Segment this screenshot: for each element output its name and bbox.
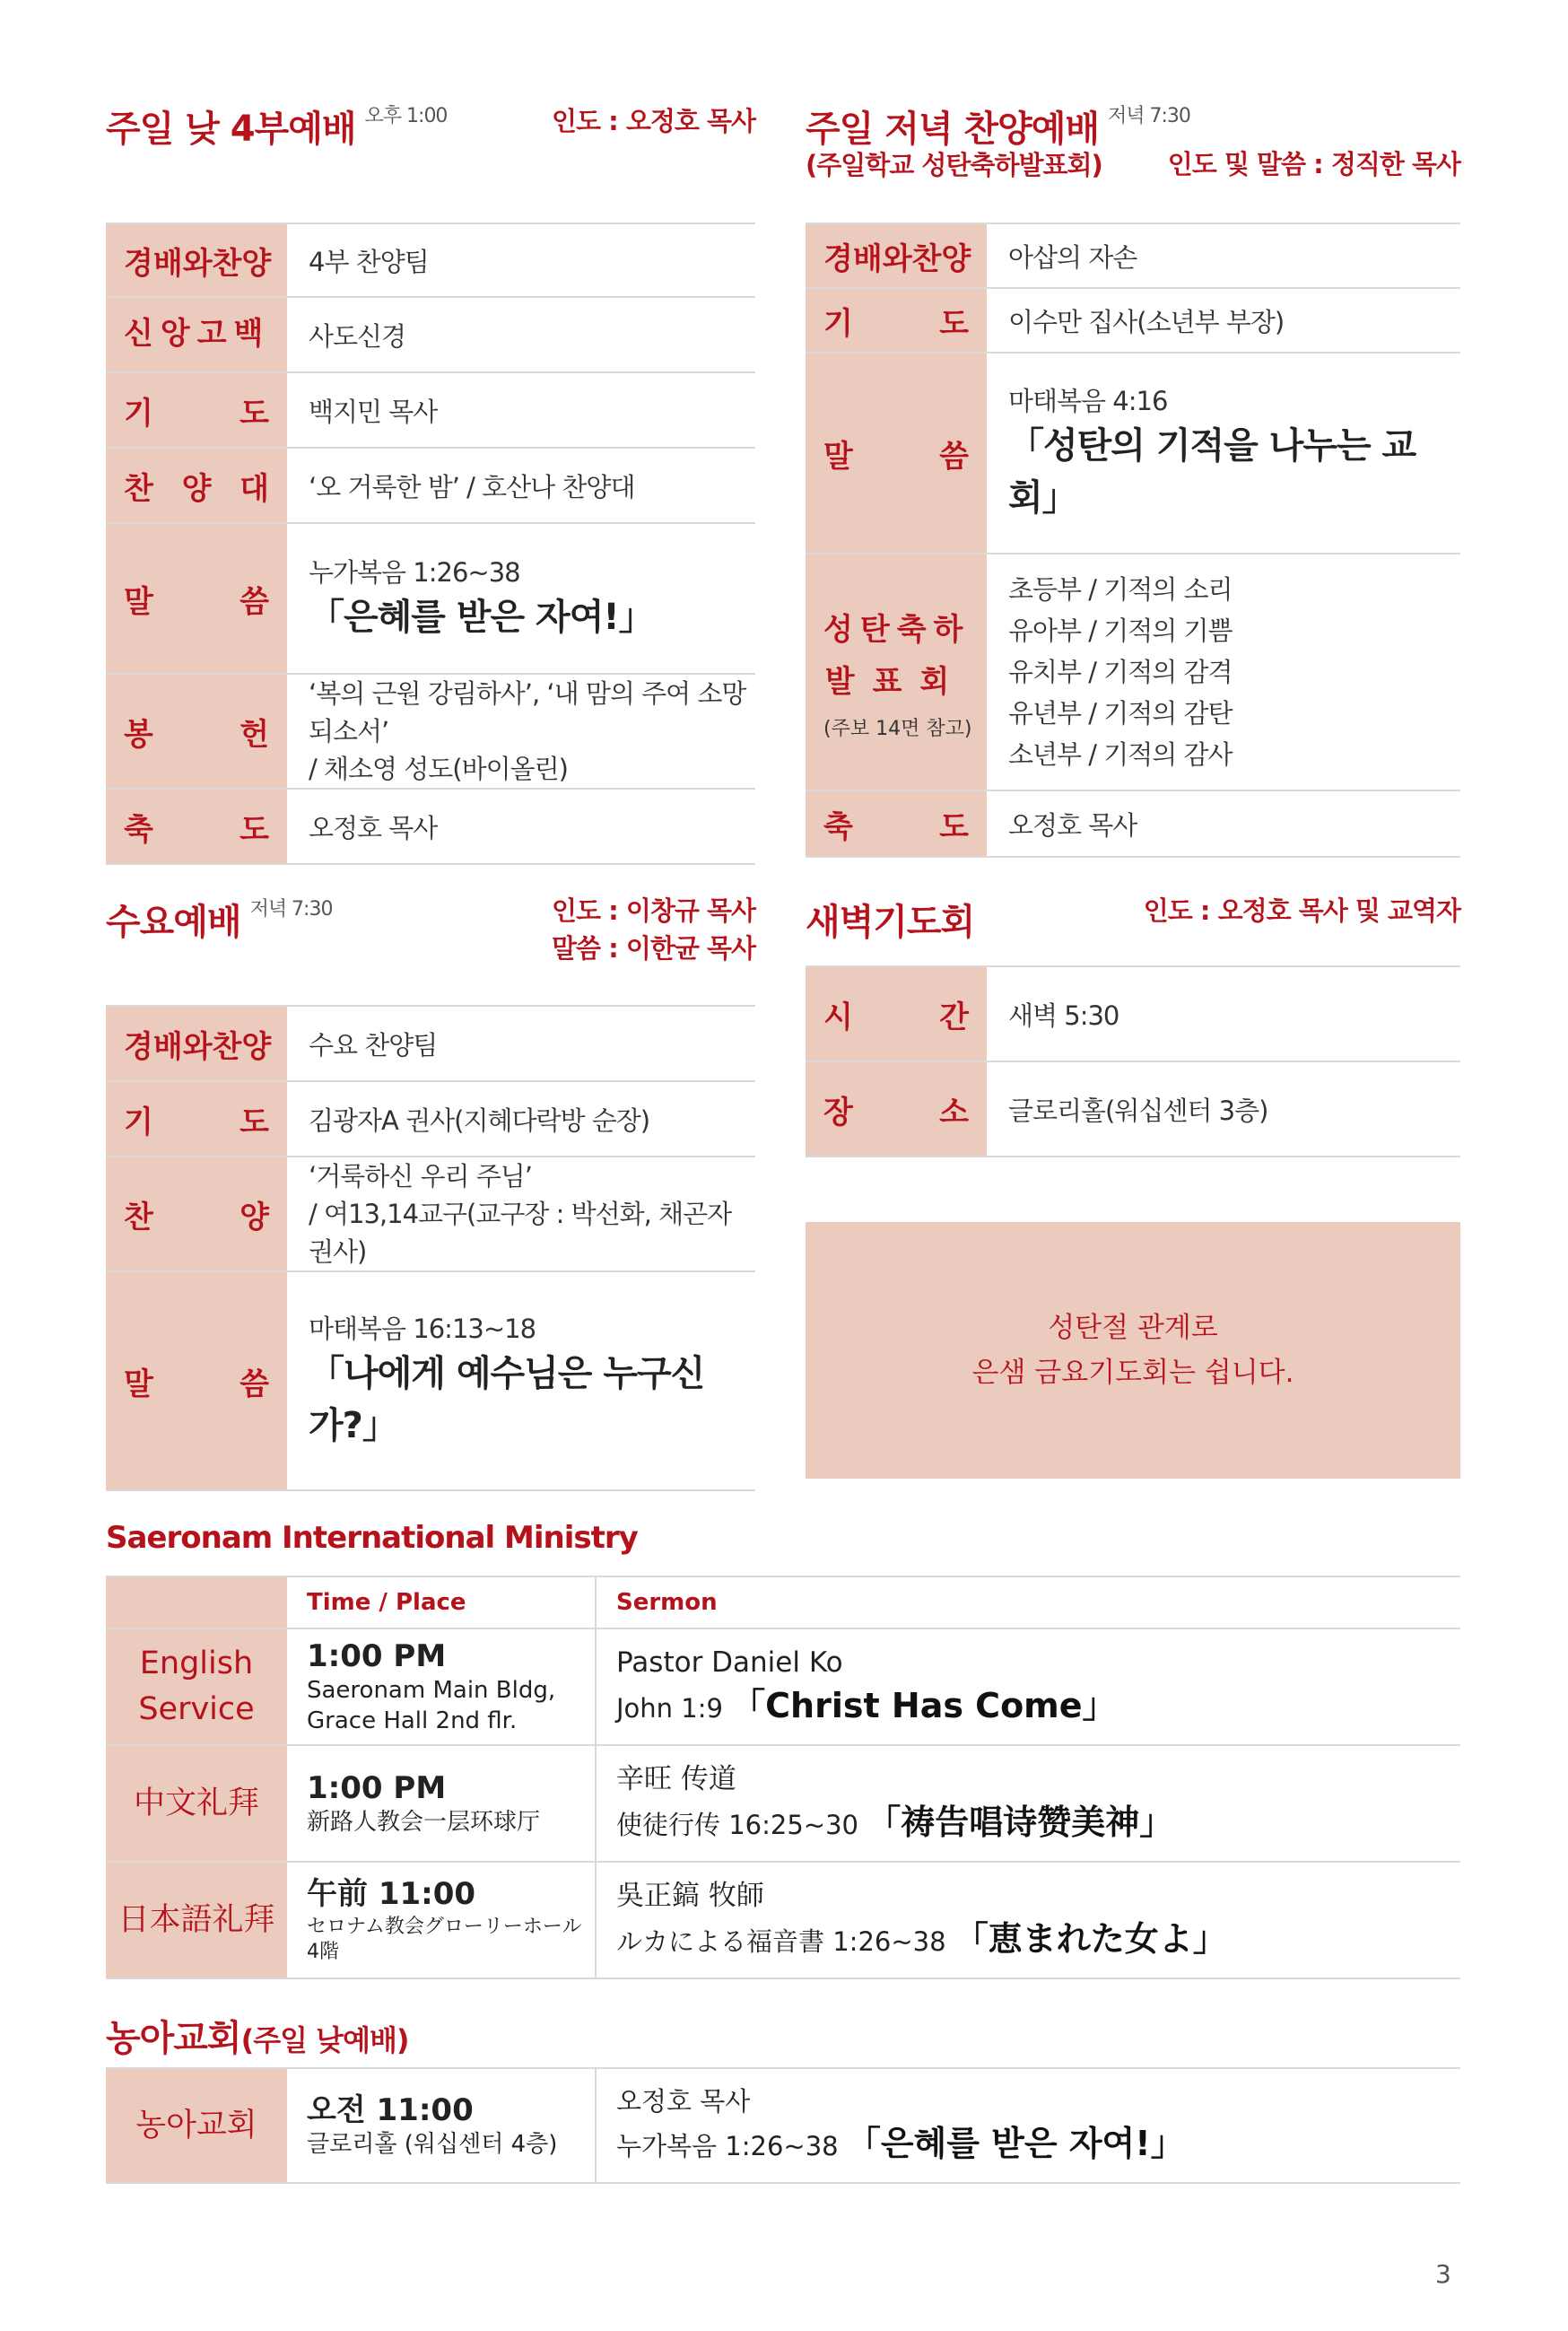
sermon-title: 「祷告唱诗赞美神」 (867, 1803, 1174, 1843)
notice-line: 성탄절 관계로 (1048, 1312, 1218, 1344)
row-label: 봉 헌 (124, 716, 269, 753)
row-label: 말 씀 (124, 583, 269, 620)
column-header: Time / Place (307, 1589, 466, 1616)
list-item: 유년부 / 기적의 감탄 (1008, 698, 1233, 729)
row-label: 기 도 (124, 1104, 269, 1140)
table-row (106, 1862, 1460, 1978)
sermon-title: 「나에게 예수님은 누구신가?」 (309, 1353, 705, 1447)
deaf-church-subtitle: (주일 낮예배) (240, 2023, 409, 2057)
sermon-title: 「恵まれた女よ」 (954, 1919, 1227, 1960)
wednesday-schedule (106, 1005, 755, 1491)
wednesday-leader-1: 인도 : 이창규 목사 (552, 895, 755, 926)
row-label: 발표회 (824, 663, 968, 700)
deaf-church-table (106, 2067, 1460, 2184)
table-row (106, 1157, 755, 1271)
list-item: 초등부 / 기적의 소리 (1008, 574, 1233, 605)
table-row (806, 554, 1460, 790)
row-label: 찬 양 대 (124, 470, 269, 507)
row-label: 축 도 (124, 811, 269, 848)
row-value: 오정호 목사 (987, 790, 1460, 857)
list-item: 유아부 / 기적의 기쁨 (1008, 615, 1233, 646)
column-header: Sermon (616, 1589, 718, 1616)
service-label: English (139, 1646, 254, 1682)
service-pastor: 吳正鎬 牧師 (616, 1879, 764, 1912)
sunday4-schedule (106, 223, 755, 865)
row-value: 수요 찬양팀 (287, 1006, 755, 1081)
table-row (806, 1061, 1460, 1157)
deaf-church-title: 농아교회(주일 낮예배) (106, 2018, 409, 2059)
notice-line: 은샘 금요기도회는 쉽니다. (971, 1357, 1294, 1389)
row-value: 새벽 5:30 (987, 966, 1460, 1061)
table-row (806, 223, 1460, 288)
row-label: 기 도 (823, 305, 969, 342)
praise-line: / 여13,14교구(교구장 : 박선화, 채곤자 권사) (309, 1199, 732, 1268)
table-row (806, 353, 1460, 554)
service-time: 1:00 PM (307, 1770, 447, 1806)
sunday-evening-time: 저녁 7:30 (1107, 105, 1190, 127)
wednesday-leader-2: 말씀 : 이한균 목사 (552, 933, 755, 964)
sermon-title: 「Christ Has Come」 (731, 1686, 1117, 1726)
table-row (106, 1628, 1460, 1745)
table-row (106, 1006, 755, 1081)
sermon-reference: 마태복음 4:16 (1008, 385, 1168, 416)
row-label: 장 소 (823, 1094, 969, 1131)
table-row (106, 1271, 755, 1490)
table-header-row (106, 1576, 1460, 1628)
row-label: 말 씀 (823, 438, 969, 475)
row-label: 기 도 (124, 395, 269, 432)
dawn-schedule (806, 965, 1460, 1157)
row-label: 경배와찬양 (124, 1028, 272, 1065)
table-row (806, 966, 1460, 1061)
row-label: 시 간 (823, 999, 969, 1035)
list-item: 소년부 / 기적의 감사 (1008, 739, 1233, 770)
service-pastor: Pastor Daniel Ko (616, 1646, 843, 1679)
sermon-reference: 누가복음 1:26~38 (309, 556, 520, 588)
offering-line: / 채소영 성도(바이올린) (309, 754, 568, 785)
wednesday-time: 저녁 7:30 (249, 898, 333, 921)
page-number: 3 (1435, 2259, 1451, 2289)
sermon-reference: John 1:9 (616, 1693, 723, 1724)
row-value: 사도신경 (287, 297, 755, 372)
row-value: 이수만 집사(소년부 부장) (987, 288, 1460, 353)
service-label: 농아교회 (106, 2068, 287, 2183)
sermon-reference: 使徒行传 16:25~30 (616, 1810, 858, 1841)
service-time: 午前 11:00 (307, 1876, 476, 1913)
service-label: Service (138, 1691, 255, 1727)
sunday-evening-title: 주일 저녁 찬양예배 $^{저녁 7:30}$ (806, 105, 1190, 150)
service-pastor: 오정호 목사 (616, 2086, 751, 2117)
table-row (106, 1745, 1460, 1862)
row-value: 글로리홀(워십센터 3층) (987, 1061, 1460, 1157)
row-label: 축 도 (823, 808, 969, 845)
dawn-leader: 인도 : 오정호 목사 및 교역자 (1143, 895, 1460, 926)
notice-box (806, 1222, 1460, 1479)
row-value: 아삽의 자손 (987, 223, 1460, 288)
sermon-title: 「은혜를 받은 자여!」 (309, 597, 654, 639)
table-row (106, 1081, 755, 1157)
row-value: 백지민 목사 (287, 372, 755, 448)
table-row (106, 2068, 1460, 2183)
row-value: 오정호 목사 (287, 789, 755, 864)
sermon-reference: 마태복음 16:13~18 (309, 1314, 536, 1345)
sermon-reference: 누가복음 1:26~38 (616, 2130, 839, 2161)
row-label: 경배와찬양 (823, 240, 971, 277)
sunday-evening-leader: 인도 및 말씀 : 정직한 목사 (1167, 149, 1460, 179)
sunday4-time: 오후 1:00 (364, 105, 448, 127)
service-time: 오전 11:00 (307, 2092, 474, 2128)
sunday-evening-subtitle: (주일학교 성탄축하발표회) (806, 150, 1102, 180)
row-value: 4부 찬양팀 (287, 223, 755, 297)
table-row (106, 448, 755, 523)
service-place: 글로리홀 (워십센터 4층) (307, 2131, 558, 2159)
row-label: 말 씀 (124, 1366, 269, 1402)
ministry-table (106, 1576, 1460, 1979)
table-row (106, 297, 755, 372)
row-value: 김광자A 권사(지혜다락방 순장) (287, 1081, 755, 1157)
table-row (106, 674, 755, 789)
table-row (106, 223, 755, 297)
sermon-title: 「성탄의 기적을 나누는 교회」 (1008, 425, 1416, 519)
sunday4-leader: 인도 : 오정호 목사 (552, 106, 755, 136)
sunday-evening-schedule (806, 223, 1460, 858)
table-row (106, 523, 755, 674)
presentation-note: (주보 14면 참고) (823, 717, 972, 740)
offering-line: ‘복의 근원 강림하사’, ‘내 맘의 주여 소망되소서’ (309, 678, 746, 747)
service-place: Saeronam Main Bldg, (307, 1677, 556, 1705)
sermon-reference: ルカによる福音書 1:26~38 (616, 1926, 946, 1958)
row-value: ‘오 거룩한 밤’ / 호산나 찬양대 (287, 448, 755, 523)
table-row (806, 288, 1460, 353)
praise-line: ‘거룩하신 우리 주님’ (309, 1161, 532, 1192)
list-item: 유치부 / 기적의 감격 (1008, 657, 1233, 687)
wednesday-title: 수요예배 $^{저녁 7:30}$ (106, 898, 333, 943)
row-label: 신앙고백 (124, 316, 271, 353)
row-label: 성탄축하 (823, 611, 971, 648)
service-time: 1:00 PM (307, 1638, 447, 1675)
table-row (806, 790, 1460, 857)
sunday4-title: 주일 낮 4부예배 $^{오후 1:00}$ (106, 105, 448, 150)
service-place: 新路人教会一层环球厅 (307, 1809, 541, 1837)
service-label: 日本語礼拜 (106, 1862, 287, 1978)
sermon-title: 「은혜를 받은 자여!」 (846, 2123, 1185, 2163)
ministry-title: Saeronam International Ministry (106, 1520, 638, 1556)
service-place: セロナム教会グローリーホール 4階 (307, 1915, 582, 1964)
row-label: 찬 양 (124, 1199, 269, 1235)
table-row (106, 789, 755, 864)
table-row (106, 372, 755, 448)
service-place: Grace Hall 2nd flr. (307, 1707, 518, 1735)
dawn-title: 새벽기도회 (806, 902, 975, 943)
row-label: 경배와찬양 (124, 245, 272, 282)
service-pastor: 辛旺 传道 (616, 1762, 736, 1795)
service-label: 中文礼拜 (106, 1745, 287, 1862)
